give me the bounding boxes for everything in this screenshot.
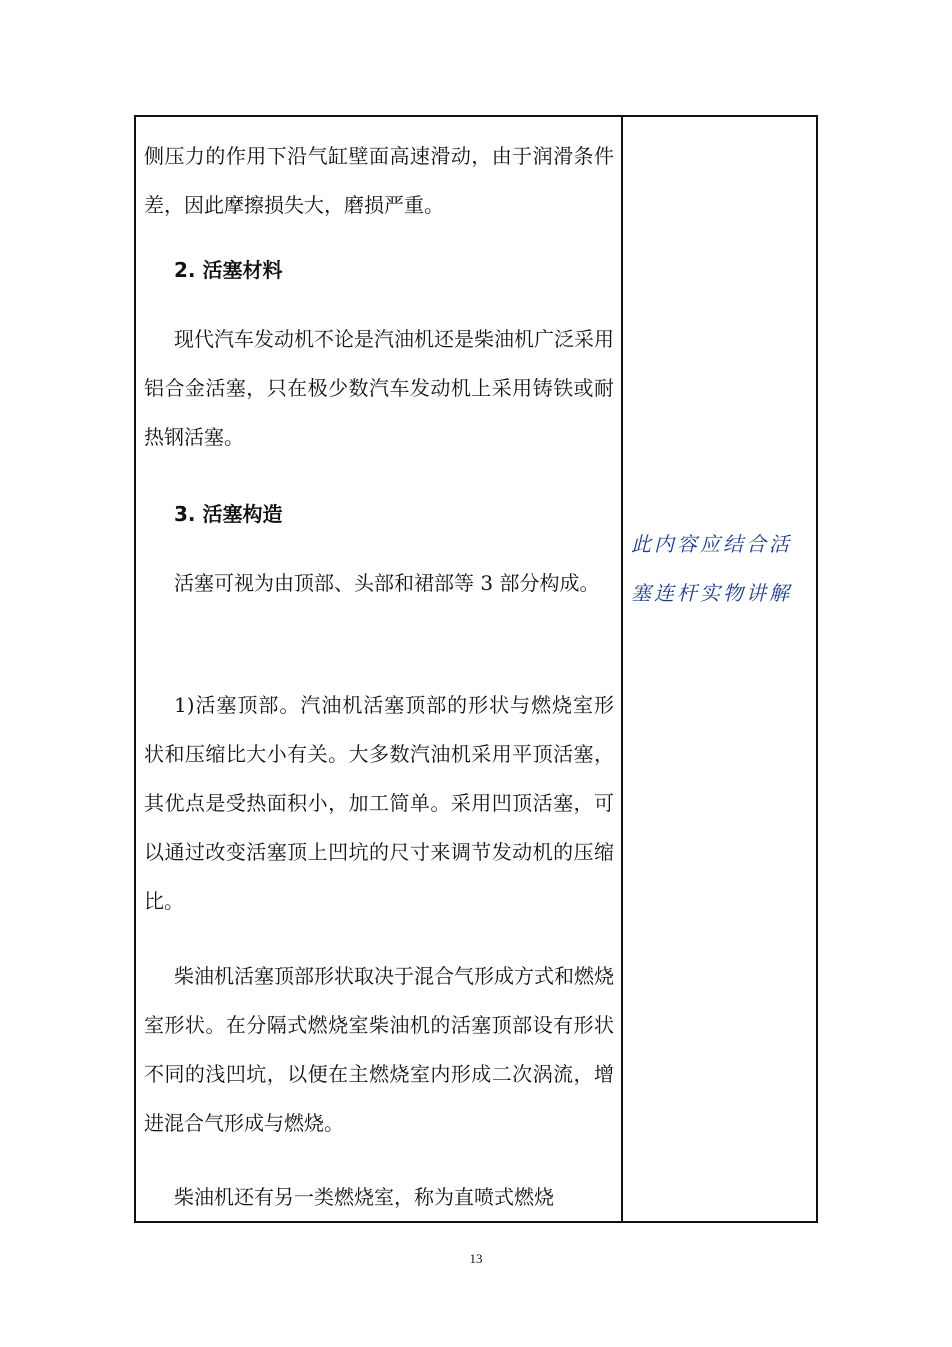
main-content-cell: [136, 117, 621, 1221]
page-number: 13: [469, 1251, 483, 1266]
paragraph-side-pressure: 侧压力的作用下沿气缸壁面高速滑动，由于润滑条件差，因此摩擦损失大，磨损严重。: [144, 144, 614, 217]
content-table: [134, 115, 818, 1223]
paragraph-piston-material: 现代汽车发动机不论是汽油机还是柴油机广泛采用铝合金活塞，只在极少数汽车发动机上采用铸铁或耐热钢活塞。: [144, 327, 614, 449]
paragraph-direct-injection: 柴油机还有另一类燃烧室，称为直喷式燃烧: [174, 1185, 554, 1209]
paragraph-diesel-piston-top: 柴油机活塞顶部形状取决于混合气形成方式和燃烧室形状。在分隔式燃烧室柴油机的活塞顶部设有形状不同的浅凹坑，以便在主燃烧室内形成二次涡流，增进混合气形成与燃烧。: [144, 964, 614, 1135]
notes-cell: [623, 117, 816, 1221]
heading-piston-structure: 3. 活塞构造: [174, 502, 283, 526]
heading-piston-material: 2. 活塞材料: [174, 258, 283, 282]
paragraph-piston-top: 1)活塞顶部。汽油机活塞顶部的形状与燃烧室形状和压缩比大小有关。大多数汽油机采用平顶活塞，其优点是受热面积小，加工简单。采用凹顶活塞，可以通过改变活塞顶上凹坑的尺寸来调节发动机的压缩比。: [144, 693, 614, 913]
paragraph-piston-parts: 活塞可视为由顶部、头部和裙部等 3 部分构成。: [174, 571, 600, 595]
teaching-note: 此内容应结合活塞连杆实物讲解: [631, 532, 792, 605]
